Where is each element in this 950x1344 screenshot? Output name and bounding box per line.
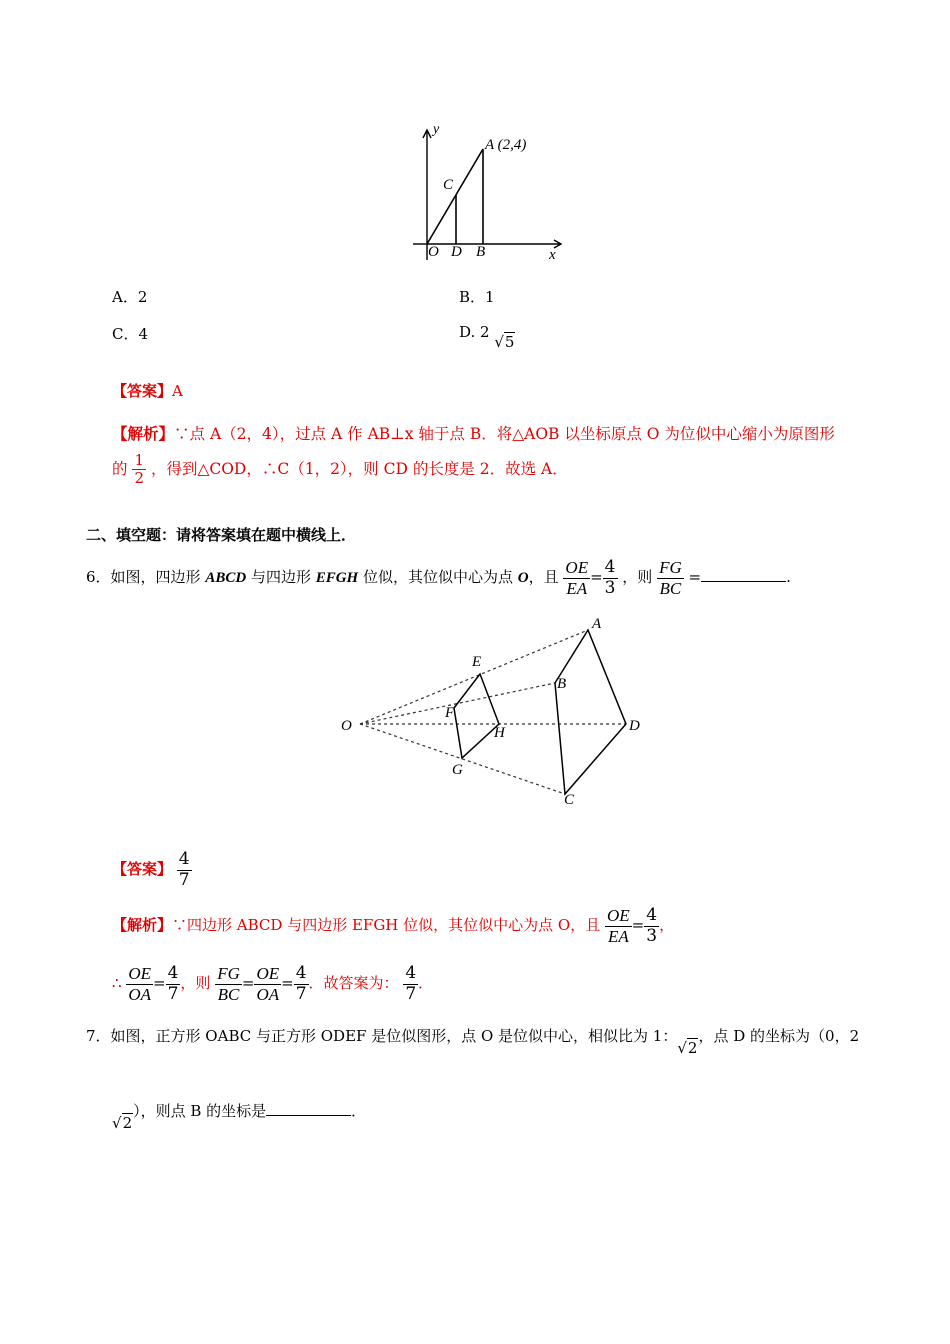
label-D: D (451, 244, 462, 260)
answer-blank[interactable] (701, 566, 786, 582)
q5-analysis-line1: 【解析】∵点 A（2，4），过点 A 作 AB⊥x 轴于点 B．将△AOB 以坐标原点 O 为位似中心缩小为原图形 (112, 424, 835, 443)
quad-EFGH (454, 674, 499, 758)
label-H2: H (494, 725, 505, 741)
q5-analysis-line2: 的 $\frac{1}{2}$ ，得到△COD，∴C（1，2），则 CD 的长度是 2．故选 A． (112, 451, 568, 488)
quad-ABCD (555, 630, 626, 794)
label-y: y (433, 122, 440, 137)
segment-OA (427, 149, 483, 244)
label-G2: G (452, 762, 463, 778)
figure-homothety (330, 610, 660, 820)
label-C: C (443, 177, 454, 193)
label-O: O (428, 244, 439, 260)
label-B2: B (557, 676, 567, 692)
q5-answer: 【答案】A (112, 382, 183, 400)
q6-analysis-line2: ∴ $\frac{OE}{OA}$ = $\frac{4}{7}$ ，则 $\frac{FG}{BC}$ = $\frac{OE}{OA}$ = $\frac{4}{7}$ ．故答案为： $\frac{4}{7}$ ． (112, 963, 434, 1004)
label-D2: D (629, 718, 640, 734)
question-6: 6．如图，四边形 ABCD 与四边形 EFGH 位似，其位似中心为点 O，且 $\frac{OE}{EA}$ = $\frac{4}{3}$ ，则 $\frac{FG}{BC}$ = . (86, 557, 791, 598)
label-O2: O (341, 718, 352, 734)
label-C2: C (564, 792, 575, 808)
label-B: B (476, 244, 486, 260)
label-A2: A (592, 616, 602, 632)
label-A: A (2,4) (485, 137, 527, 153)
q6-answer: 【答案】 $\frac{4}{7}$ (112, 849, 190, 890)
option-d: D. 2 √5 (459, 323, 515, 351)
label-F2: F (445, 705, 455, 721)
question-7-line2: √2），则点 B 的坐标是 ． (112, 1102, 367, 1132)
q7-answer-blank[interactable] (266, 1100, 351, 1116)
option-a: A．2 (112, 288, 148, 306)
label-E2: E (472, 654, 482, 670)
label-x: x (549, 247, 556, 263)
option-b: B．1 (459, 288, 495, 306)
question-7-line1: 7．如图，正方形 OABC 与正方形 ODEF 是位似图形，点 O 是位似中心，相似比为 1：√2，点 D 的坐标为（0，2 (86, 1027, 860, 1057)
q6-analysis-line1: 【解析】∵四边形 ABCD 与四边形 EFGH 位似，其位似中心为点 O，且 $\frac{OE}{EA}$ = $\frac{4}{3}$ ， (112, 905, 675, 946)
option-c: C．4 (112, 325, 149, 343)
section-2-title: 二、填空题：请将答案填在题中横线上． (86, 526, 357, 544)
